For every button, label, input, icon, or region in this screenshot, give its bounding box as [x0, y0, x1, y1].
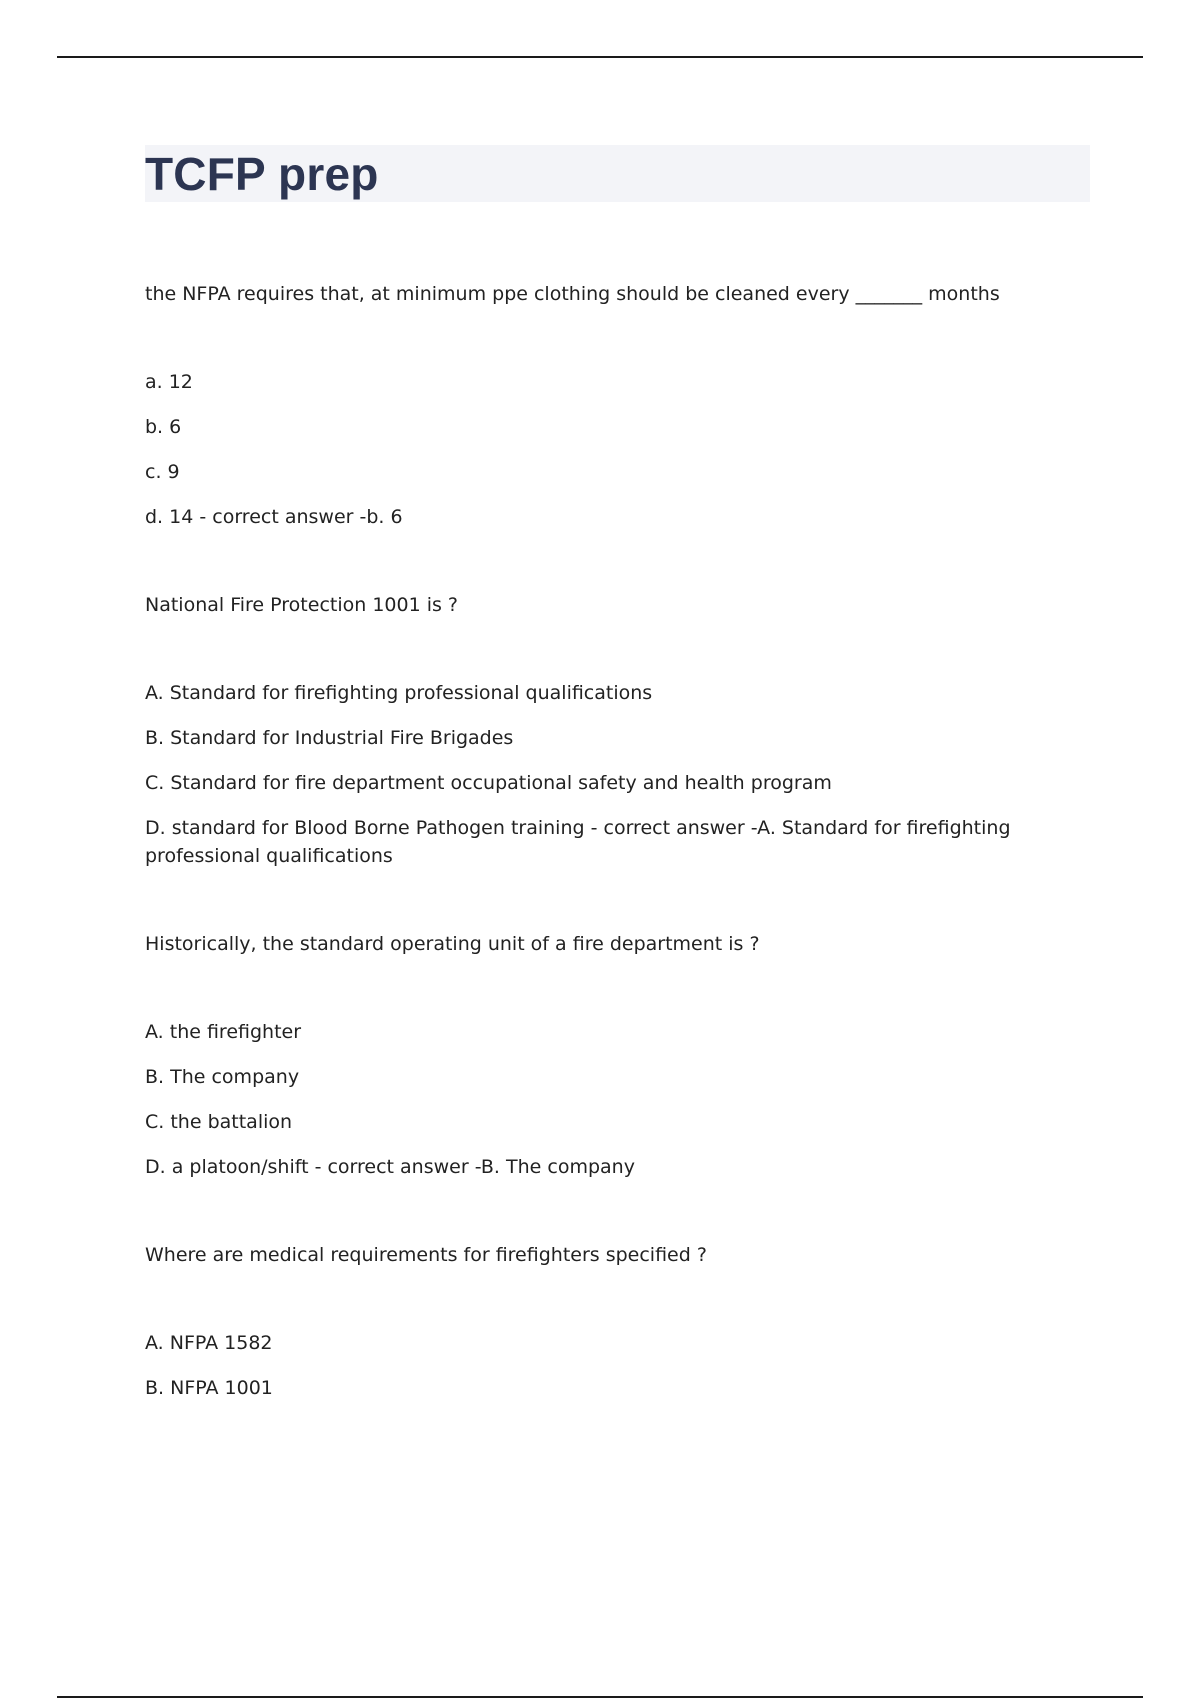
answer-option: B. Standard for Industrial Fire Brigades [145, 727, 514, 749]
question-block-2 [145, 591, 1090, 870]
answer-option: D. a platoon/shift - correct answer -B. The company [145, 1156, 635, 1178]
question-text: the NFPA requires that, at minimum ppe clothing should be cleaned every _______ months [145, 283, 1000, 305]
answer-option: D. standard for Blood Borne Pathogen training - correct answer -A. Standard for firefighting professional qualifications [145, 817, 1011, 867]
question-block-1 [145, 280, 1090, 531]
answer-option: C. Standard for fire department occupational safety and health program [145, 772, 832, 794]
question-text: National Fire Protection 1001 is ? [145, 594, 459, 616]
top-rule [57, 56, 1143, 58]
answer-option: C. the battalion [145, 1111, 293, 1133]
answer-option: A. the firefighter [145, 1021, 302, 1043]
title-banner [145, 145, 1090, 202]
bottom-rule [57, 1696, 1143, 1698]
question-block-4 [145, 1241, 1090, 1402]
question-block-3 [145, 930, 1090, 1181]
document-body [145, 145, 1090, 1462]
answer-option: a. 12 [145, 371, 193, 393]
question-text: Where are medical requirements for firefighters specified ? [145, 1244, 707, 1266]
answer-option: B. The company [145, 1066, 300, 1088]
answer-option: b. 6 [145, 416, 182, 438]
answer-option: c. 9 [145, 461, 180, 483]
answer-option: d. 14 - correct answer -b. 6 [145, 506, 403, 528]
answer-option: B. NFPA 1001 [145, 1377, 273, 1399]
page-title: TCFP prep [145, 147, 379, 200]
answer-option: A. Standard for firefighting professional qualifications [145, 682, 653, 704]
question-text: Historically, the standard operating unit of a fire department is ? [145, 933, 760, 955]
answer-option: A. NFPA 1582 [145, 1332, 273, 1354]
